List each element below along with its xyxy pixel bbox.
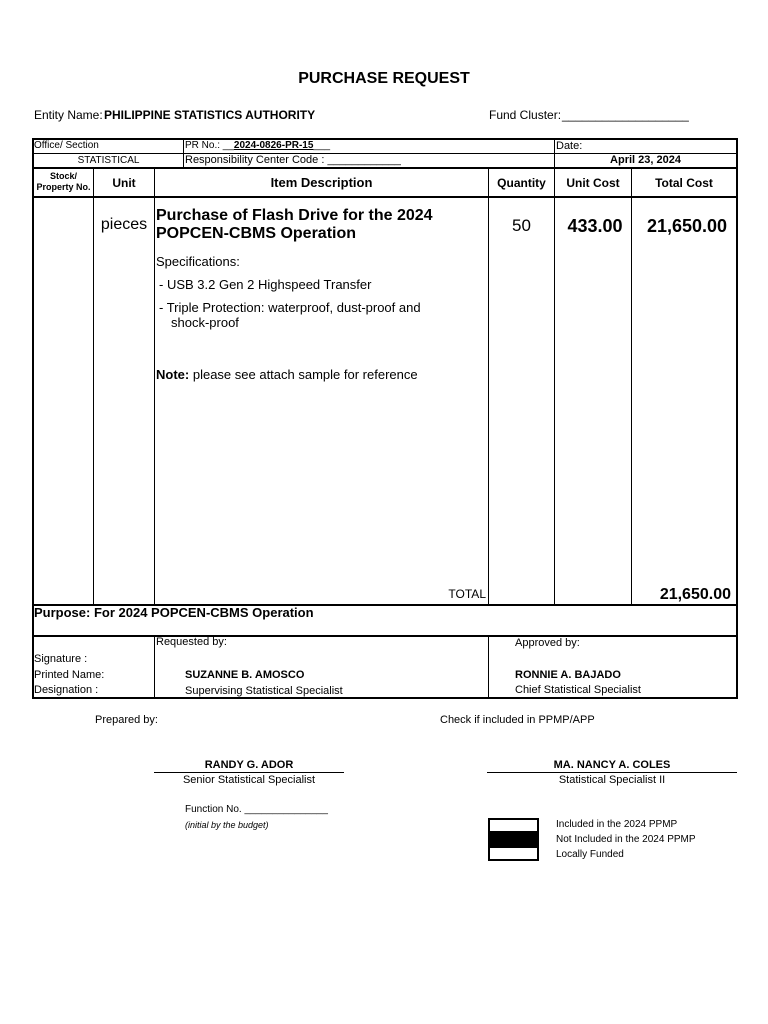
printed-name-label: Printed Name: bbox=[34, 669, 105, 681]
item-unit: pieces bbox=[100, 216, 148, 233]
pr-no-value: 2024-0826-PR-15 bbox=[233, 140, 314, 151]
col-stock-line1: Stock/ bbox=[49, 171, 77, 181]
page-title: PURCHASE REQUEST bbox=[298, 70, 470, 87]
col-quantity: Quantity bbox=[497, 176, 546, 190]
prepared-by-label: Prepared by: bbox=[95, 714, 158, 726]
approved-by-label: Approved by: bbox=[515, 637, 580, 649]
fund-cluster-value: ___________________ bbox=[562, 108, 689, 122]
checker-name: MA. NANCY A. COLES bbox=[553, 759, 671, 771]
table-line bbox=[32, 196, 738, 198]
pr-no-prefix: __ bbox=[222, 140, 234, 151]
office-section-value: STATISTICAL bbox=[77, 155, 140, 166]
checkbox-label-included: Included in the 2024 PPMP bbox=[556, 819, 678, 830]
preparer-name: RANDY G. ADOR bbox=[204, 759, 294, 771]
table-line bbox=[183, 138, 184, 169]
note-label: Note: bbox=[156, 367, 190, 382]
col-unit: Unit bbox=[112, 176, 136, 190]
col-stock-property bbox=[34, 171, 93, 193]
signature-line bbox=[154, 635, 155, 698]
pr-no-suffix: ___ bbox=[313, 140, 331, 151]
entity-name-label: Entity Name: bbox=[34, 108, 103, 122]
item-description-line2: POPCEN-CBMS Operation bbox=[156, 225, 357, 242]
col-stock-line2: Property No. bbox=[36, 182, 91, 192]
designation-label: Designation : bbox=[34, 684, 99, 696]
resp-center-value: ____________ bbox=[327, 154, 401, 166]
fund-cluster-label: Fund Cluster: bbox=[489, 108, 562, 122]
item-unit-cost: 433.00 bbox=[567, 216, 623, 236]
checkbox-label-not-included: Not Included in the 2024 PPMP bbox=[556, 834, 696, 845]
column-line bbox=[154, 167, 155, 605]
checker-designation: Statistical Specialist II bbox=[558, 774, 666, 786]
approver-name: RONNIE A. BAJADO bbox=[515, 669, 621, 681]
checkbox-included-ppmp[interactable] bbox=[488, 818, 539, 833]
checkbox-not-included-ppmp[interactable] bbox=[488, 832, 539, 847]
total-label: TOTAL bbox=[448, 587, 486, 601]
note-text: please see attach sample for reference bbox=[192, 367, 418, 382]
resp-center-label: Responsibility Center Code : bbox=[185, 154, 325, 166]
table-line bbox=[32, 167, 738, 169]
spec-item-2-line2: shock-proof bbox=[171, 315, 239, 330]
date-value: April 23, 2024 bbox=[610, 154, 681, 166]
signature-line bbox=[488, 635, 489, 698]
specifications-label: Specifications: bbox=[156, 254, 240, 269]
table-line bbox=[32, 635, 738, 637]
function-no: Function No. _______________ bbox=[185, 804, 328, 815]
col-total-cost: Total Cost bbox=[655, 176, 713, 190]
item-total-cost: 21,650.00 bbox=[646, 216, 728, 236]
spec-item-2-line1: - Triple Protection: waterproof, dust-proof and bbox=[159, 300, 421, 315]
office-section-label: Office/ Section bbox=[34, 140, 99, 151]
date-label: Date: bbox=[556, 140, 583, 152]
item-quantity: 50 bbox=[512, 216, 531, 235]
pr-no-label: PR No.: bbox=[185, 140, 221, 151]
pr-no-field bbox=[185, 140, 330, 151]
preparer-designation: Senior Statistical Specialist bbox=[182, 774, 316, 786]
checkbox-label-locally-funded: Locally Funded bbox=[556, 849, 624, 860]
spec-item-1: - USB 3.2 Gen 2 Highspeed Transfer bbox=[159, 277, 372, 292]
total-value: 21,650.00 bbox=[659, 586, 731, 603]
approver-designation: Chief Statistical Specialist bbox=[515, 684, 641, 696]
table-border-bottom bbox=[32, 697, 738, 699]
table-border-top bbox=[32, 138, 738, 140]
check-ppmp-label: Check if included in PPMP/APP bbox=[440, 714, 595, 726]
requester-designation: Supervising Statistical Specialist bbox=[185, 685, 343, 697]
col-item-description: Item Description bbox=[270, 175, 373, 190]
checker-signature-line bbox=[487, 772, 737, 773]
col-unit-cost: Unit Cost bbox=[566, 176, 620, 190]
function-no-note: (initial by the budget) bbox=[185, 820, 269, 830]
entity-name-value: PHILIPPINE STATISTICS AUTHORITY bbox=[104, 108, 316, 122]
signature-label: Signature : bbox=[34, 653, 88, 665]
requester-name: SUZANNE B. AMOSCO bbox=[185, 669, 305, 681]
note bbox=[156, 367, 418, 382]
purpose: Purpose: For 2024 POPCEN-CBMS Operation bbox=[34, 605, 314, 620]
resp-center-field bbox=[185, 154, 401, 166]
item-description-line1: Purchase of Flash Drive for the 2024 bbox=[156, 207, 433, 224]
checkbox-locally-funded[interactable] bbox=[488, 846, 539, 861]
requested-by-label: Requested by: bbox=[156, 636, 227, 648]
preparer-signature-line bbox=[154, 772, 344, 773]
